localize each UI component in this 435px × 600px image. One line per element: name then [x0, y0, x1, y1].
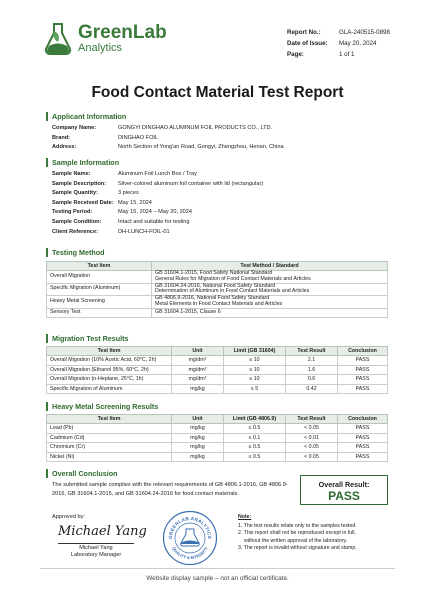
cell-limit: ≤ 0.1	[224, 433, 286, 443]
field-label: Company Name:	[52, 125, 97, 131]
table-header-row	[47, 415, 388, 424]
cell-unit: mg/kg	[172, 443, 224, 453]
test-item: Sensory Test	[47, 308, 152, 317]
sample-info	[52, 170, 263, 237]
applicant-heading: Applicant Information	[46, 112, 126, 121]
overall-conclusion-text: The submitted sample complies with the relevant requirements of GB 4806.1-2016, GB 4806.9-2016, GB 31604.1-2015, and GB 31604.24-2016 for food contact materials.	[52, 482, 288, 497]
sample-row	[52, 199, 263, 209]
cell-item: Overall Migration (10% Acetic Acid, 60°C, 2h)	[47, 356, 172, 366]
standard-line: GB 31604.1-2015, Food Safety National Standard	[155, 270, 273, 276]
meta-report-no	[287, 27, 409, 38]
cell-conclusion: PASS	[338, 452, 388, 462]
report-meta	[287, 27, 409, 60]
table-row	[47, 296, 388, 309]
cell-unit: mg/kg	[172, 384, 224, 394]
cell-conclusion: PASS	[338, 443, 388, 453]
brand-name: GreenLab	[78, 22, 167, 43]
test-standard: GB 31604.1-2015, Clause 6	[152, 308, 388, 317]
cell-item: Nickel (Ni)	[47, 452, 172, 462]
test-standard	[152, 283, 388, 296]
meta-label: Date of Issue:	[287, 40, 328, 47]
footer-divider	[40, 568, 395, 569]
cell-unit: mg/kg	[172, 424, 224, 434]
standard-line: Determination of Aluminum in Food Contact Materials and Articles	[155, 288, 310, 295]
cell-unit: mg/dm²	[172, 365, 224, 375]
cell-item: Overall Migration (n-Heptane, 25°C, 1h)	[47, 375, 172, 385]
signature-line	[58, 543, 134, 544]
standard-line: GB 4806.9-2016, National Food Safety Standard	[155, 295, 270, 302]
note-item: 2. This report shall not be reproduced except in full,	[238, 530, 356, 537]
column-header: Test Result	[286, 415, 338, 424]
signer-name: Michael Yang	[79, 545, 113, 551]
column-header: Unit	[172, 415, 224, 424]
cell-unit: mg/dm²	[172, 356, 224, 366]
standard-line: General Rules for Migration of Food Contact Materials and Articles	[155, 275, 311, 282]
cell-limit: ≤ 10	[224, 365, 286, 375]
meta-page	[287, 49, 409, 60]
notes-heading: Note:	[238, 514, 252, 520]
approved-by-label: Approved by:	[52, 514, 85, 520]
table-row	[47, 365, 388, 375]
cell-unit: mg/kg	[172, 452, 224, 462]
test-item: Overall Migration	[47, 271, 152, 284]
cell-unit: mg/dm²	[172, 375, 224, 385]
note-item: 1. The test results relate only to the samples tested.	[238, 522, 357, 529]
cell-limit: ≤ 10	[224, 375, 286, 385]
table-row	[47, 424, 388, 434]
overall-heading: Overall Conclusion	[46, 469, 118, 478]
brand-logo	[44, 22, 167, 56]
sample-row	[52, 189, 263, 199]
cell-limit: ≤ 0.5	[224, 443, 286, 453]
method-heading: Testing Method	[46, 248, 105, 257]
field-label: Sample Condition:	[52, 218, 102, 225]
field-label: Sample Received Date:	[52, 199, 114, 206]
overall-result-label: Overall Result:	[318, 480, 370, 489]
note-item: 3. The report is invalid without signature and stamp.	[238, 545, 357, 552]
notes	[238, 514, 388, 553]
cell-conclusion: PASS	[338, 356, 388, 366]
column-header: Conclusion	[338, 415, 388, 424]
migration-heading: Migration Test Results	[46, 334, 129, 343]
brand-subtitle: Analytics	[78, 42, 123, 54]
field-value: Aluminum Foil Lunch Box / Tray	[118, 171, 197, 177]
table-row	[47, 271, 388, 284]
column-header: Test Item	[47, 415, 172, 424]
table-row	[47, 308, 388, 317]
test-standard	[152, 271, 388, 284]
cell-item: Overall Migration (Ethanol 95%, 60°C, 2h)	[47, 365, 172, 375]
table-row	[47, 384, 388, 394]
sample-row	[52, 228, 263, 238]
cell-result: 0.42	[286, 384, 338, 394]
field-value: 3 pieces	[118, 190, 139, 197]
table-row	[47, 356, 388, 366]
standard-line: GB 31604.24-2016, National Food Safety Standard	[155, 282, 276, 289]
seal-top-text: GREENLAB ANALYTICS	[167, 515, 213, 540]
applicant-row	[52, 124, 284, 134]
column-header: Limit (GB 31604)	[224, 347, 286, 356]
cell-unit: mg/kg	[172, 433, 224, 443]
cell-result: 2.1	[286, 356, 338, 366]
applicant-row	[52, 143, 284, 153]
meta-value: GLA-240515-0898	[339, 29, 390, 36]
heavy-metal-table	[46, 414, 388, 462]
standard-line: Metal Elements in Food Contact Materials and Articles	[155, 300, 283, 307]
test-item: Specific Migration (Aluminum)	[47, 283, 152, 296]
cell-conclusion: PASS	[338, 384, 388, 394]
column-header: Unit	[172, 347, 224, 356]
field-label: Sample Name:	[52, 171, 91, 177]
sample-row	[52, 180, 263, 190]
cell-result: < 0.05	[286, 452, 338, 462]
laboratory-seal-icon	[162, 510, 218, 566]
table-row	[47, 375, 388, 385]
sample-row	[52, 170, 263, 180]
field-label: Client Reference:	[52, 228, 99, 235]
column-header: Test Method / Standard	[152, 262, 388, 271]
signature: Michael Yang	[58, 524, 147, 539]
meta-value: May 20, 2024	[339, 40, 377, 47]
sample-heading: Sample Information	[46, 158, 119, 167]
migration-table	[46, 346, 388, 394]
table-row	[47, 283, 388, 296]
sample-row	[52, 218, 263, 228]
note-item: without the written approval of the laboratory.	[244, 537, 348, 544]
meta-label: Page:	[287, 51, 304, 58]
cell-item: Chromium (Cr)	[47, 443, 172, 453]
test-item: Heavy Metal Screening	[47, 296, 152, 309]
cell-conclusion: PASS	[338, 424, 388, 434]
cell-result: < 0.01	[286, 433, 338, 443]
meta-label: Report No.:	[287, 29, 321, 36]
field-value: DH-LUNCH-FOIL-01	[118, 228, 170, 235]
field-value: North Section of Yong'an Road, Gongyi, Zhengzhou, Henan, China	[118, 144, 284, 151]
field-label: Brand:	[52, 134, 71, 141]
overall-result-box	[300, 475, 388, 505]
table-row	[47, 452, 388, 462]
table-row	[47, 443, 388, 453]
table-row	[47, 433, 388, 443]
cell-conclusion: PASS	[338, 365, 388, 375]
field-label: Testing Period:	[52, 209, 93, 216]
field-value: DINGHAO FOIL	[118, 134, 159, 141]
meta-value: 1 of 1	[339, 51, 355, 58]
column-header: Limit (GB 4806.9)	[224, 415, 286, 424]
applicant-info	[52, 124, 284, 153]
method-table	[46, 261, 388, 318]
cell-limit: ≤ 0.5	[224, 424, 286, 434]
cell-limit: ≤ 5	[224, 384, 286, 394]
meta-date-of-issue	[287, 38, 409, 49]
field-value: GONGYI DINGHAO ALUMINUM FOIL PRODUCTS CO., LTD.	[118, 125, 273, 131]
signer-role: Laboratory Manager	[70, 552, 122, 559]
cell-conclusion: PASS	[338, 375, 388, 385]
cell-result: 1.6	[286, 365, 338, 375]
field-label: Sample Quantity:	[52, 190, 99, 197]
field-label: Address:	[52, 144, 77, 151]
applicant-row	[52, 134, 284, 144]
seal-bottom-text: QUALITY & INTEGRITY	[171, 545, 209, 561]
column-header: Conclusion	[338, 347, 388, 356]
cell-item: Cadmium (Cd)	[47, 433, 172, 443]
cell-limit: ≤ 0.5	[224, 452, 286, 462]
cell-result: < 0.05	[286, 424, 338, 434]
test-standard	[152, 296, 388, 309]
field-value: May 15, 2024	[118, 199, 152, 206]
flask-leaf-icon	[44, 22, 72, 56]
column-header: Test Result	[286, 347, 338, 356]
field-label: Sample Description:	[52, 180, 107, 187]
table-header-row	[47, 347, 388, 356]
field-value: Intact and suitable for testing	[118, 218, 190, 225]
cell-result: < 0.05	[286, 443, 338, 453]
heavy-metal-heading: Heavy Metal Screening Results	[46, 402, 158, 411]
overall-result-value: PASS	[328, 489, 360, 503]
cell-item: Specific Migration of Aluminum	[47, 384, 172, 394]
column-header: Test Item	[47, 262, 152, 271]
svg-text:GREENLAB ANALYTICS	[168, 516, 212, 539]
signer	[58, 545, 134, 560]
cell-conclusion: PASS	[338, 433, 388, 443]
report-title: Food Contact Material Test Report	[91, 84, 344, 101]
cell-result: 0.6	[286, 375, 338, 385]
sample-row	[52, 208, 263, 218]
column-header: Test Item	[47, 347, 172, 356]
footer-disclaimer: Website display sample – not an official certificate.	[146, 575, 289, 582]
cell-item: Lead (Pb)	[47, 424, 172, 434]
cell-limit: ≤ 10	[224, 356, 286, 366]
field-value: May 15, 2024 – May 20, 2024	[118, 209, 193, 216]
field-value: Silver-colored aluminum foil container with lid (rectangular)	[118, 180, 264, 187]
